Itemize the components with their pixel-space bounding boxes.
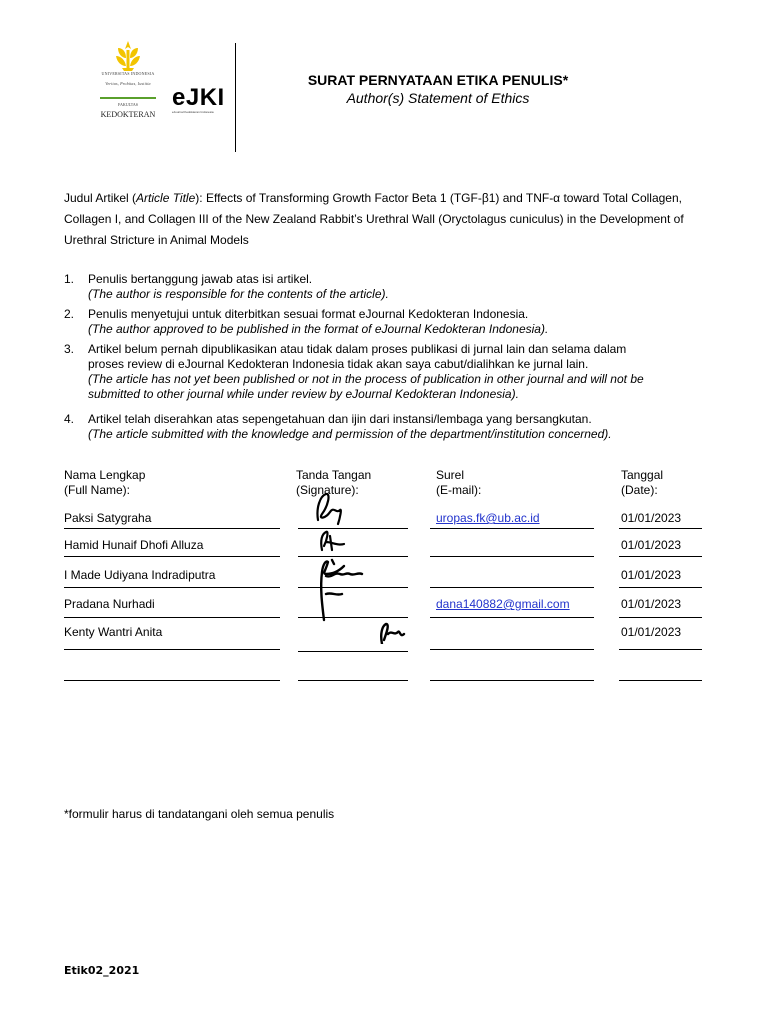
row-1-name: Paksi Satygraha [64,511,152,525]
statement-1-number: 1. [64,272,75,286]
statement-2 [88,307,708,337]
row-1-email-line [430,528,594,529]
statement-3-number: 3. [64,342,75,356]
statement-3 [88,342,708,402]
row-1-date-line [619,528,702,529]
faculty-prefix: FAKULTAS [118,102,138,107]
statement-4-number: 4. [64,412,75,426]
row-2-date: 01/01/2023 [621,538,682,552]
header-email-en: (E-mail): [436,483,482,497]
university-name: UNIVERSITAS INDONESIA [101,71,155,76]
statement-3-id-line-1: Artikel belum pernah dipublikasikan atau tidak dalam proses publikasi di jurnal lain dan selama dalam [88,342,627,356]
row-3-name: I Made Udiyana Indradiputra [64,568,216,582]
header-signature-en: (Signature): [296,483,359,497]
header-full-name-id: Nama Lengkap [64,468,146,482]
article-label: Judul Artikel ( [64,191,137,205]
signature-5 [381,624,404,644]
statement-3-en-line-2: submitted to other journal while under review by eJournal Kedokteran Indonesia). [88,387,519,401]
article-title: Effects of Transforming Growth Factor Beta 1 (TGF-β1) and TNF-α toward Total Collagen, Collagen I, and Collagen III of the New Zealand Rabbit’s Urethral Wall (Oryctolagus cuniculus) in the Development of Urethral Stricture in Animal Models [64,191,684,247]
statement-3-en-line-1: (The article has not yet been published or not in the process of publication in other journal and will not be [88,372,644,386]
header-email-id: Surel [436,468,465,482]
statement-1-id: Penulis bertanggung jawab atas isi artikel. [88,272,313,286]
statement-1-en: (The author is responsible for the contents of the article). [88,287,389,301]
row-2-date-line [619,556,702,557]
row-6-signature-line [298,680,408,681]
row-2-name-line [64,556,280,557]
header-full-name [64,468,145,498]
page-subtitle: Author(s) Statement of Ethics [346,90,530,106]
signature-3 [321,560,362,620]
row-2-name: Hamid Hunaif Dhofi Alluza [64,538,204,552]
row-4-email-line [430,617,594,618]
row-5-date: 01/01/2023 [621,625,682,639]
row-4-date-line [619,617,702,618]
signature-2 [321,532,344,550]
row-5-date-line [619,649,702,650]
signature-1 [317,494,340,524]
footnote: *formulir harus di tandatangani oleh semua penulis [64,807,335,821]
university-motto: Veritas, Probitas, Iustitia [105,81,151,86]
row-6-email-line [430,680,594,681]
statement-4-id: Artikel telah diserahkan atas sepengetahuan dan ijin dari instansi/lembaga yang bersangkutan. [88,412,592,426]
row-5-email-line [430,649,594,650]
row-3-date: 01/01/2023 [621,568,682,582]
row-4-date: 01/01/2023 [621,597,682,611]
row-5-signature-line [298,651,408,652]
ejki-tagline: eJournal Kedokteran Indonesia [172,110,214,114]
header-signature-id: Tanda Tangan [296,468,372,482]
document-code: Etik02_2021 [64,964,140,977]
makara-emblem-icon [114,40,142,72]
faculty-name: KEDOKTERAN [100,110,156,119]
row-4-name-line [64,617,280,618]
row-3-email-line [430,587,594,588]
row-5-name: Kenty Wantri Anita [64,625,163,639]
row-6-date-line [619,680,702,681]
article-title-paragraph [64,188,724,251]
row-1-date: 01/01/2023 [621,511,682,525]
article-label-close: ): [195,191,206,205]
header-full-name-en: (Full Name): [64,483,131,497]
row-5-name-line [64,649,280,650]
statement-4-en: (The article submitted with the knowledge and permission of the department/institution concerned). [88,427,612,441]
signatures-graphic [296,484,406,644]
statement-3-id-line-2: proses review di eJournal Kedokteran Indonesia tidak akan saya cabut/dialihkan ke jurnal lain. [88,357,589,371]
logo-green-bar [100,97,156,99]
row-3-date-line [619,587,702,588]
page-title: SURAT PERNYATAAN ETIKA PENULIS* [307,72,569,88]
article-label-en: Article Title [136,191,196,205]
row-4-name: Pradana Nurhadi [64,597,155,611]
statement-2-en: (The author approved to be published in the format of eJournal Kedokteran Indonesia). [88,322,549,336]
header-email [436,468,481,498]
statement-2-number: 2. [64,307,75,321]
statement-1 [88,272,708,302]
row-1-name-line [64,528,280,529]
row-6-name-line [64,680,280,681]
row-1-email[interactable]: uropas.fk@ub.ac.id [436,511,540,525]
row-3-name-line [64,587,280,588]
header-date [621,468,663,498]
header-date-en: (Date): [621,483,658,497]
statement-2-id: Penulis menyetujui untuk diterbitkan sesuai format eJournal Kedokteran Indonesia. [88,307,529,321]
ejki-logo: eJKI [172,84,225,111]
row-4-email[interactable]: dana140882@gmail.com [436,597,570,611]
header-divider [235,43,236,152]
statement-4 [88,412,708,442]
header-date-id: Tanggal [621,468,664,482]
row-2-email-line [430,556,594,557]
